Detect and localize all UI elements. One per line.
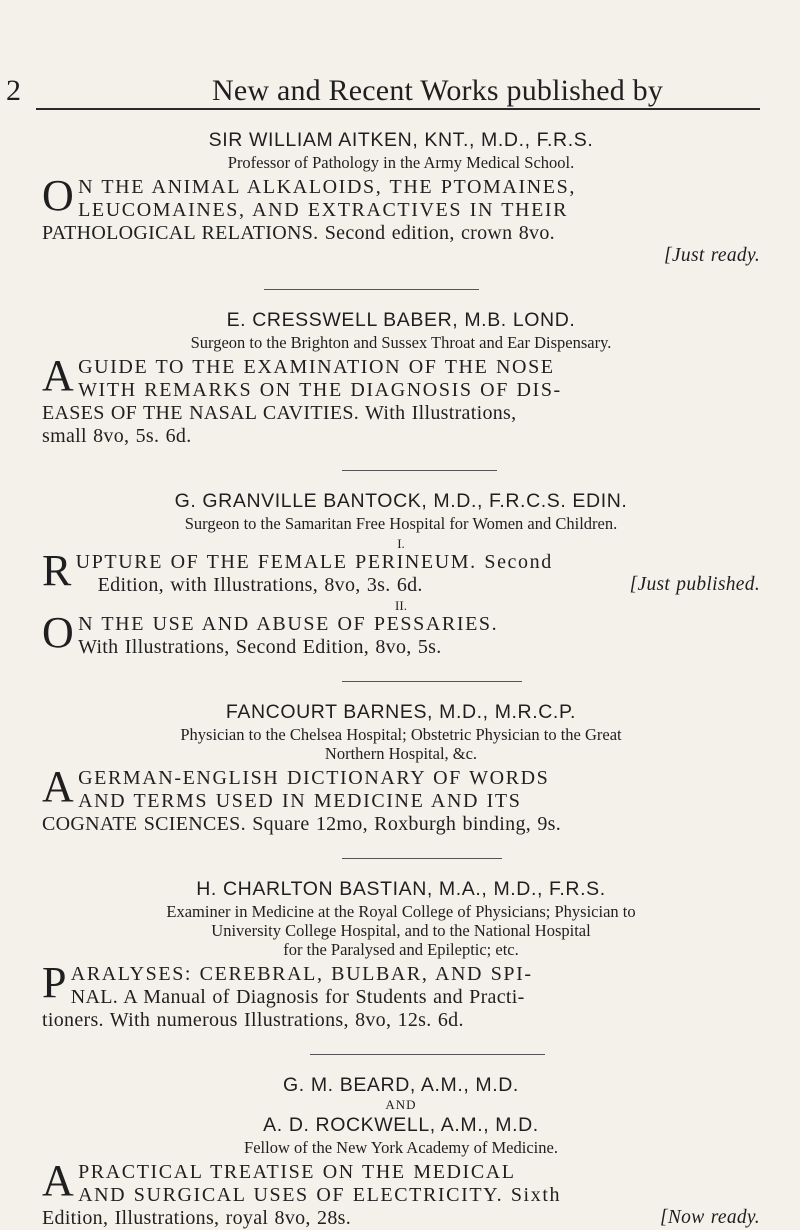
author-affiliation: Surgeon to the Brighton and Sussex Throat and Ear Dispensary. [190, 333, 612, 352]
title-line: COGNATE SCIENCES. Square 12mo, Roxburgh binding, 9s. [42, 813, 562, 835]
author-name: G. M. BEARD, A.M., M.D. [283, 1074, 519, 1096]
author-affiliation [42, 902, 760, 959]
title-line: N THE ANIMAL ALKALOIDS, THE PTOMAINES, [78, 176, 576, 198]
entry-aitken [42, 128, 760, 267]
affiliation-line: University College Hospital, and to the National Hospital [211, 921, 591, 940]
book-title [42, 1156, 760, 1230]
work-numeral: I. [397, 536, 405, 551]
catalogue-content [42, 118, 760, 1230]
author-conjunction: AND [385, 1097, 417, 1112]
book-title [42, 958, 760, 1032]
drop-cap: O [42, 171, 75, 220]
work-numeral: II. [395, 598, 407, 613]
title-line: With Illustrations, Second Edition, 8vo, 5s. [78, 636, 442, 658]
author-affiliation: Surgeon to the Samaritan Free Hospital for Women and Children. [184, 514, 618, 533]
drop-cap: R [42, 546, 72, 595]
title-line: Edition, Illustrations, royal 8vo, 28s. [42, 1207, 352, 1229]
drop-cap: A [42, 1156, 75, 1205]
title-line: EASES OF THE NASAL CAVITIES. With Illustrations, [42, 402, 517, 424]
book-title [42, 608, 760, 659]
divider-rule [310, 1054, 545, 1055]
title-line: NAL. A Manual of Diagnosis for Students and Practi- [70, 986, 525, 1008]
title-line-with-note [42, 1207, 760, 1230]
author-affiliation: Fellow of the New York Academy of Medicine. [244, 1138, 558, 1157]
availability-note: [Just ready. [664, 245, 760, 266]
author-name: FANCOURT BARNES, M.D., M.R.C.P. [225, 701, 577, 723]
availability-note: [Just published. [629, 574, 760, 595]
drop-cap: O [42, 608, 75, 657]
book-title [42, 351, 760, 448]
title-line: Edition, with Illustrations, 8vo, 3s. 6d. [97, 574, 423, 596]
affiliation-line: Northern Hospital, &c. [324, 744, 478, 763]
author-name: SIR WILLIAM AITKEN, KNT., M.D., F.R.S. [208, 129, 594, 151]
author-name: G. GRANVILLE BANTOCK, M.D., F.R.C.S. EDIN. [174, 490, 628, 512]
drop-cap: A [42, 351, 75, 400]
title-line-with-note [76, 574, 760, 597]
entry-bantock [42, 489, 760, 659]
title-line: GUIDE TO THE EXAMINATION OF THE NOSE [78, 356, 555, 378]
title-line: tioners. With numerous Illustrations, 8vo, 12s. 6d. [42, 1009, 464, 1031]
book-title [42, 171, 760, 267]
divider-rule [264, 289, 479, 290]
divider-rule [342, 858, 502, 859]
title-line: N THE USE AND ABUSE OF PESSARIES. [78, 613, 499, 635]
availability-note: [Now ready. [659, 1207, 760, 1228]
author-affiliation [42, 725, 760, 763]
title-line: AND TERMS USED IN MEDICINE AND ITS [78, 790, 522, 812]
title-line: AND SURGICAL USES OF ELECTRICITY. Sixth [78, 1184, 562, 1206]
drop-cap: P [42, 958, 67, 1007]
title-line: GERMAN-ENGLISH DICTIONARY OF WORDS [78, 767, 550, 789]
entry-barnes [42, 700, 760, 836]
divider-rule [342, 470, 497, 471]
header-rule [36, 108, 760, 110]
book-title [42, 762, 760, 836]
entry-baber [42, 308, 760, 448]
book-title [42, 546, 760, 597]
affiliation-line: Examiner in Medicine at the Royal College of Physicians; Physician to [166, 902, 636, 921]
title-line: ARALYSES: CEREBRAL, BULBAR, AND SPI- [70, 963, 533, 985]
author-name: E. CRESSWELL BABER, M.B. LOND. [226, 309, 576, 331]
author-name-second: A. D. ROCKWELL, A.M., M.D. [263, 1114, 539, 1136]
page-number: 2 [6, 74, 21, 107]
entry-beard-rockwell [42, 1073, 760, 1230]
title-line: PATHOLOGICAL RELATIONS. Second edition, crown 8vo. [42, 222, 555, 244]
title-line: small 8vo, 5s. 6d. [42, 425, 192, 447]
title-line: LEUCOMAINES, AND EXTRACTIVES IN THEIR [78, 199, 569, 221]
running-title: New and Recent Works published by [212, 74, 664, 107]
title-line: WITH REMARKS ON THE DIAGNOSIS OF DIS- [78, 379, 562, 401]
divider-rule [342, 681, 522, 682]
affiliation-line: Physician to the Chelsea Hospital; Obstetric Physician to the Great [180, 725, 622, 744]
author-affiliation: Professor of Pathology in the Army Medical School. [227, 153, 575, 172]
title-line: PRACTICAL TREATISE ON THE MEDICAL [78, 1161, 516, 1183]
drop-cap: A [42, 762, 75, 811]
entry-bastian [42, 877, 760, 1032]
affiliation-line: for the Paralysed and Epileptic; etc. [283, 940, 519, 959]
author-name: H. CHARLTON BASTIAN, M.A., M.D., F.R.S. [196, 878, 606, 900]
title-line: UPTURE OF THE FEMALE PERINEUM. Second [75, 551, 553, 573]
